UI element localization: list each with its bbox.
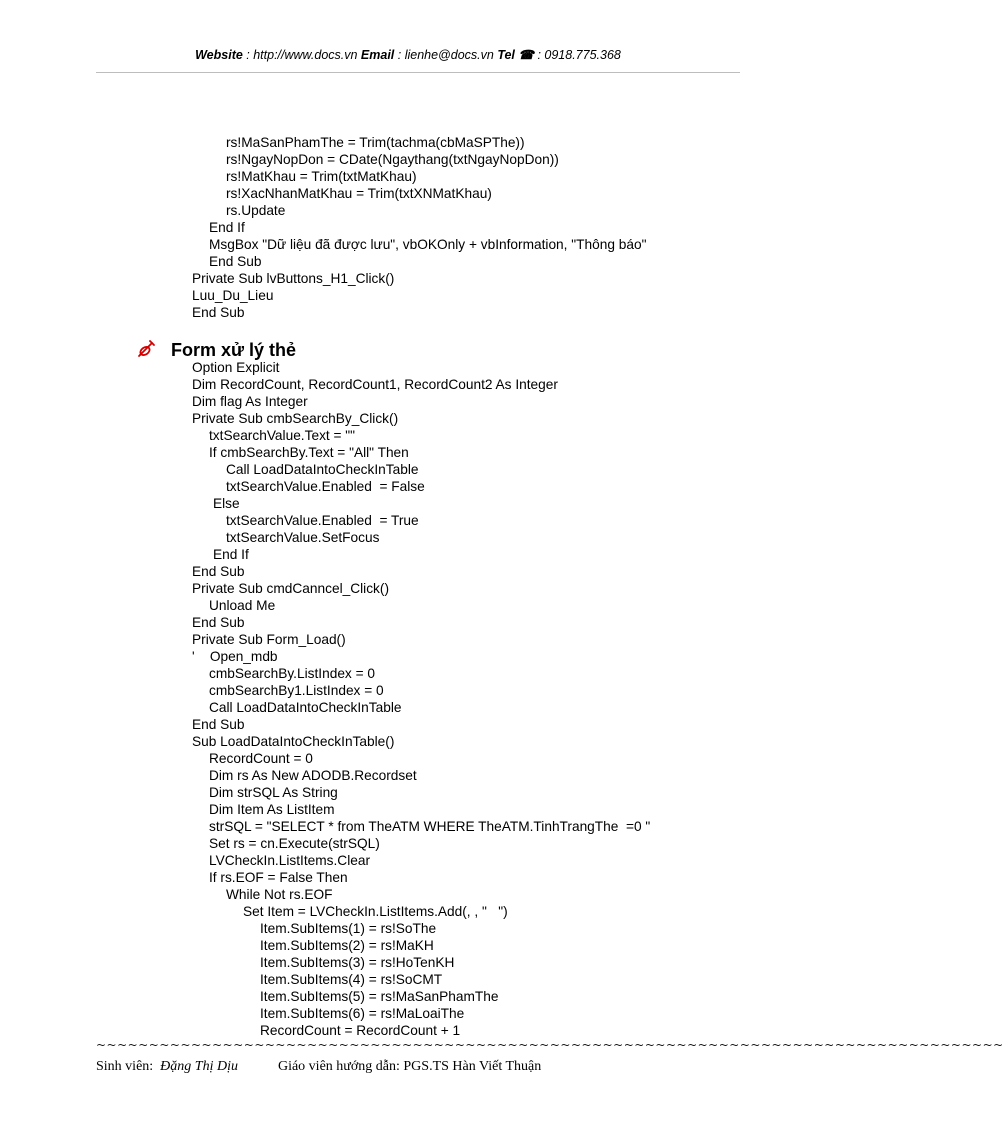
code-line: End Sub [192, 615, 245, 630]
code-line: End If [209, 220, 245, 235]
student-name: Đặng Thị Dịu [160, 1059, 238, 1074]
code-line: Call LoadDataIntoCheckInTable [209, 700, 402, 715]
code-line: Set Item = LVCheckIn.ListItems.Add(, , " ") [243, 904, 508, 919]
code-line: Private Sub Form_Load() [192, 632, 346, 647]
email-label: Email [360, 48, 395, 62]
code-line: End If [213, 547, 249, 562]
code-line: txtSearchValue.Enabled = True [226, 513, 419, 528]
code-line: Item.SubItems(2) = rs!MaKH [260, 938, 434, 953]
tel-value: : 0918.775.368 [533, 48, 621, 62]
code-line: RecordCount = RecordCount + 1 [260, 1023, 461, 1038]
code-line: txtSearchValue.Text = "" [209, 428, 356, 443]
code-line: Item.SubItems(1) = rs!SoThe [260, 921, 437, 936]
pen-bullet-icon [137, 338, 159, 363]
code-line: Dim RecordCount, RecordCount1, RecordCount2 As Integer [192, 377, 558, 392]
code-line: Private Sub cmbSearchBy_Click() [192, 411, 399, 426]
code-line: If cmbSearchBy.Text = "All" Then [209, 445, 409, 460]
advisor-label: Giáo viên hướng dẫn: [277, 1059, 400, 1074]
code-line: strSQL = "SELECT * from TheATM WHERE TheATM.TinhTrangThe =0 " [209, 819, 651, 834]
code-line: rs.Update [226, 203, 286, 218]
header-divider [96, 72, 740, 73]
code-line: cmbSearchBy.ListIndex = 0 [209, 666, 375, 681]
code-line: ' Open_mdb [192, 649, 278, 664]
code-line: Sub LoadDataIntoCheckInTable() [192, 734, 395, 749]
website-value: : http://www.docs.vn [242, 48, 361, 62]
code-line: rs!NgayNopDon = CDate(Ngaythang(txtNgayNopDon)) [226, 152, 559, 167]
code-line: If rs.EOF = False Then [209, 870, 348, 885]
code-line: Luu_Du_Lieu [192, 288, 274, 303]
email-value: : lienhe@docs.vn [394, 48, 498, 62]
code-line: Item.SubItems(4) = rs!SoCMT [260, 972, 443, 987]
section-title: Form xử lý thẻ [171, 340, 297, 360]
code-line: End Sub [209, 254, 262, 269]
code-line: End Sub [192, 305, 245, 320]
code-line: Dim strSQL As String [209, 785, 338, 800]
code-line: Private Sub lvButtons_H1_Click() [192, 271, 395, 286]
website-label: Website [195, 48, 243, 62]
student-label: Sinh viên: [96, 1059, 154, 1074]
code-line: Call LoadDataIntoCheckInTable [226, 462, 419, 477]
code-line: Dim Item As ListItem [209, 802, 335, 817]
code-line: Item.SubItems(3) = rs!HoTenKH [260, 955, 455, 970]
code-line: Unload Me [209, 598, 276, 613]
page-footer [96, 1059, 541, 1075]
code-line: RecordCount = 0 [209, 751, 313, 766]
code-line: Dim rs As New ADODB.Recordset [209, 768, 417, 783]
code-line: txtSearchValue.SetFocus [226, 530, 380, 545]
code-line: Else [213, 496, 240, 511]
tel-label: Tel [497, 48, 515, 62]
code-line: End Sub [192, 564, 245, 579]
code-line: While Not rs.EOF [226, 887, 333, 902]
advisor-name: PGS.TS Hàn Viết Thuận [403, 1059, 542, 1074]
code-line: Dim flag As Integer [192, 394, 308, 409]
code-line: Item.SubItems(5) = rs!MaSanPhamThe [260, 989, 499, 1004]
code-line: End Sub [192, 717, 245, 732]
code-line: rs!MaSanPhamThe = Trim(tachma(cbMaSPThe)) [226, 135, 525, 150]
page-header [0, 47, 816, 62]
code-line: Item.SubItems(6) = rs!MaLoaiThe [260, 1006, 465, 1021]
code-line: LVCheckIn.ListItems.Clear [209, 853, 371, 868]
code-line: txtSearchValue.Enabled = False [226, 479, 425, 494]
code-line: rs!MatKhau = Trim(txtMatKhau) [226, 169, 417, 184]
code-line: cmbSearchBy1.ListIndex = 0 [209, 683, 384, 698]
code-line: rs!XacNhanMatKhau = Trim(txtXNMatKhau) [226, 186, 492, 201]
code-line: Option Explicit [192, 360, 280, 375]
phone-icon: ☎ [518, 48, 534, 62]
code-line: Set rs = cn.Execute(strSQL) [209, 836, 380, 851]
code-line: MsgBox "Dữ liệu đã được lưu", vbOKOnly + vbInformation, "Thông báo" [209, 237, 647, 252]
footer-separator: ~~~~~~~~~~~~~~~~~~~~~~~~~~~~~~~~~~~~~~~~~~~~~~~~~~~~~~~~~~~~~~~~~~~~~~~~~~~~~~~~~~~~~~ [96, 1038, 1004, 1052]
code-line: Private Sub cmdCanncel_Click() [192, 581, 390, 596]
